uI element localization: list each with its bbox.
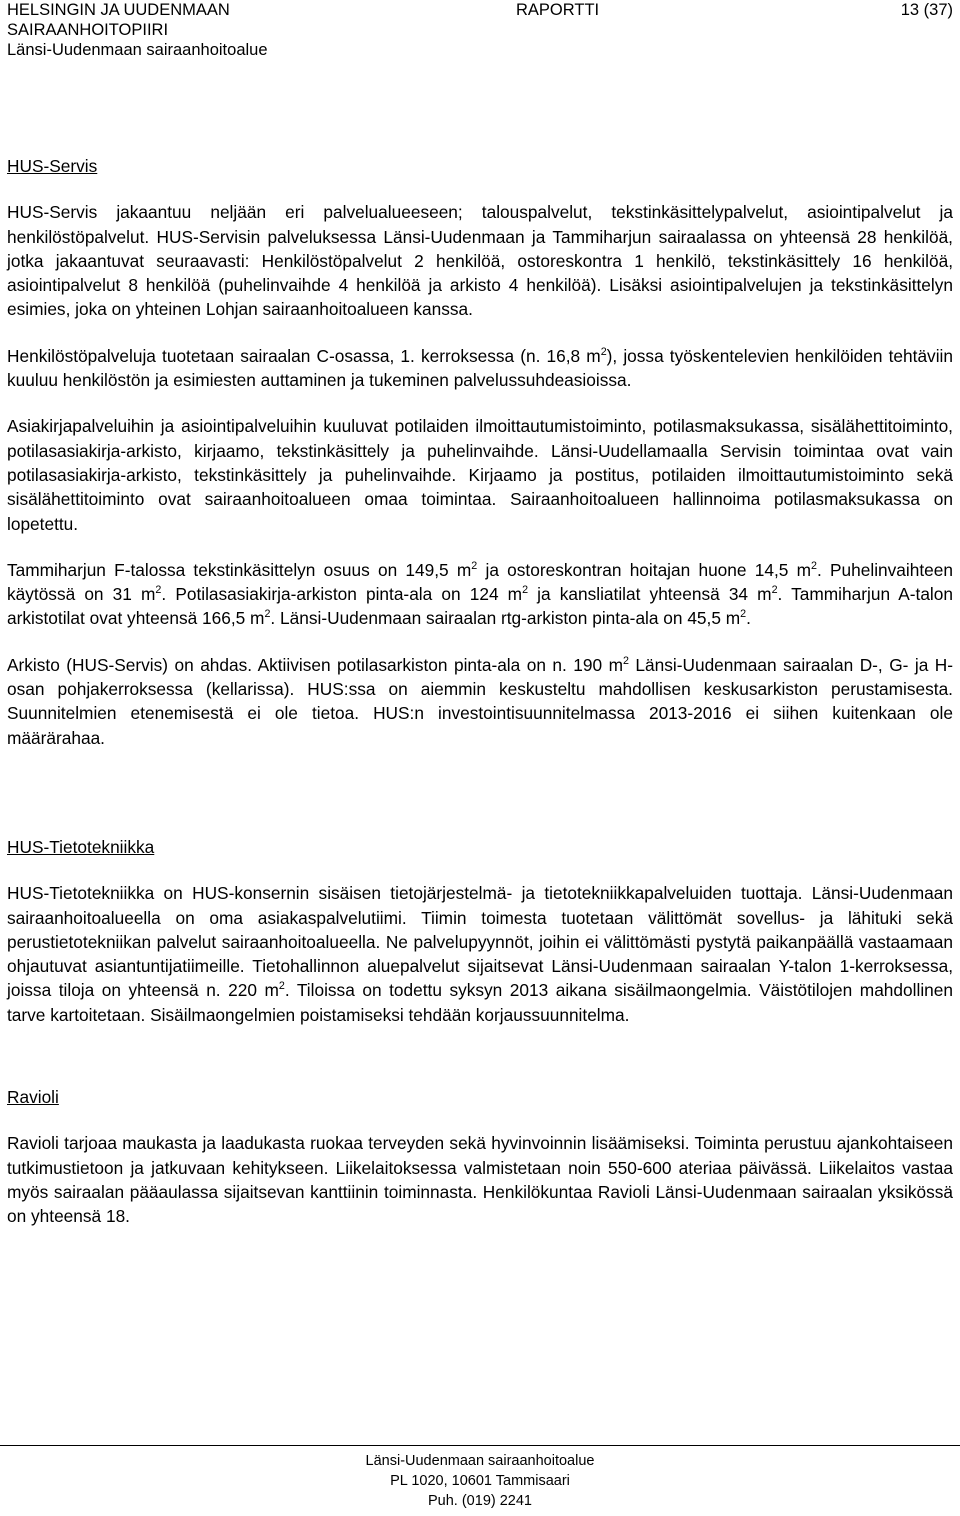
section-heading-ravioli: Ravioli (7, 1087, 59, 1108)
org-area: Länsi-Uudenmaan sairaanhoitoalue (7, 41, 268, 59)
section-heading-hus-servis: HUS-Servis (7, 156, 98, 176)
footer-phone: Puh. (019) 2241 (428, 1493, 532, 1509)
footer-divider (0, 1445, 960, 1446)
section-heading-hus-tietotekniikka: HUS-Tietotekniikka (7, 836, 155, 857)
paragraph: HUS-Tietotekniikka on HUS-konsernin sisäisen tietojärjestelmä- ja tietotekniikkapalveluiden tuottaja. Länsi-Uudenmaan sairaanhoitoalueella on oma asiakaspalvelutiimi. Tiimin toimesta tuotetaan välittömät sovellus- ja lähituki sekä perustietotekniikan palvelut sairaanhoitoalueella. Ne palvelupyynnöt, joihin ei välittömästi pystytä paikanpäällä vastaamaan ohjautuvat asiantuntijatiimeille. Tietohallinnon aluepalvelut sijaitsevat Länsi-Uudenmaan sairaalan Y-talon 1-kerroksessa, joissa tiloja on yhteensä n. 220 $m^2$. Tiloissa on todettu syksyn 2013 aikana sisäilmaongelmia. Väistötilojen mahdollinen tarve kartoitetaan. Sisäilmaongelmien poistamiseksi tehdään korjaussuunnitelma. (7, 883, 953, 1025)
footer-address: PL 1020, 10601 Tammisaari (390, 1473, 570, 1489)
page-footer (0, 1451, 960, 1511)
paragraph: Arkisto (HUS-Servis) on ahdas. Aktiivisen potilasarkiston pinta-ala on n. 190 $m^2$ Länsi-Uudenmaan sairaalan D-, G- ja H-osan pohjakerroksessa (kellarissa). HUS:ssa on aiemmin keskusteltu mahdollisen keskusarkiston perustamisesta. Suunnitelmien etenemisestä ei ole tietoa. HUS:n investointisuunnitelmassa 2013-2016 ei siihen kuitenkaan ole määrärahaa. (7, 654, 954, 748)
footer-org: Länsi-Uudenmaan sairaanhoitoalue (365, 1453, 595, 1469)
paragraph: HUS-Servis jakaantuu neljään eri palvelualueeseen; talouspalvelut, tekstinkäsittelypalvelut, asiointipalvelut ja henkilöstöpalvelut. HUS-Servisin palveluksessa Länsi-Uudenmaan ja Tammiharjun sairaalassa on yhteensä 28 henkilöä, jotka jakaantuvat seuraavasti: Henkilöstöpalvelut 2 henkilöä, ostoreskontra 1 henkilö, tekstinkäsittely 16 henkilöä, asiointipalvelut 8 henkilöä (puhelinvaihde 4 henkilöä ja arkisto 4 henkilöä). Lisäksi asiointipalvelujen ja tekstinkäsittelyn esimies, joka on yhteinen Lohjan sairaanhoitoalueen kanssa. (7, 202, 953, 320)
paragraph: Ravioli tarjoaa maukasta ja laadukasta ruokaa terveyden sekä hyvinvoinnin lisäämiseksi. Toiminta perustuu ajankohtaiseen tutkimustietoon ja jatkuvaan kehitykseen. Liikelaitoksessa valmistetaan noin 550-600 ateriaa päivässä. Liikelaitos vastaa myös sairaalan pääaulassa sijaitsevan kanttiinin toiminnasta. Henkilökuntaa Ravioli Länsi-Uudenmaan sairaalan yksikössä on yhteensä 18. (7, 1133, 953, 1227)
paragraph: Asiakirjapalveluihin ja asiointipalveluihin kuuluvat potilaiden ilmoittautumistoiminto, potilasmaksukassa, sisälähettitoiminto, potilasasiakirja-arkisto, kirjaamo, tekstinkäsittely ja puhelinvaihde. Länsi-Uudellamaalla Servisin toimintaa ovat vain potilasasiakirja-arkisto, tekstinkäsittely ja puhelinvaihde. Kirjaamo ja postitus, potilaiden ilmoittautumistoiminto sekä sisälähettitoiminto ovat sairaanhoitoalueen omaa toimintaa. Sairaanhoitoalueen hallinnoima potilasmaksukassa on lopetettu. (7, 416, 953, 534)
page-header (7, 0, 953, 60)
org-name: HELSINGIN JA UUDENMAAN (7, 1, 230, 19)
org-district: SAIRAANHOITOPIIRI (7, 21, 169, 39)
page-number: 13 (37) (900, 1, 953, 19)
document-type: RAPORTTI (516, 1, 600, 19)
paragraph: Henkilöstöpalveluja tuotetaan sairaalan C-osassa, 1. kerroksessa (n. 16,8 $m^2$), jossa työskentelevien henkilöiden tehtäviin kuuluu henkilöstön ja esimiesten auttaminen ja tukeminen palvelussuhdeasioissa. (7, 345, 953, 391)
document-body (7, 154, 953, 1229)
paragraph: Tammiharjun F-talossa tekstinkäsittelyn osuus on 149,5 $m^2$ ja ostoreskontran hoitajan huone 14,5 $m^2$. Puhelinvaihteen käytössä on 31 $m^2$. Potilasasiakirja-arkiston pinta-ala on 124 $m^2$ ja kansliatilat yhteensä 34 $m^2$. Tammiharjun A-talon arkistotilat ovat yhteensä 166,5 $m^2$. Länsi-Uudenmaan sairaalan rtg-arkiston pinta-ala on 45,5 $m^2$. (7, 559, 953, 629)
